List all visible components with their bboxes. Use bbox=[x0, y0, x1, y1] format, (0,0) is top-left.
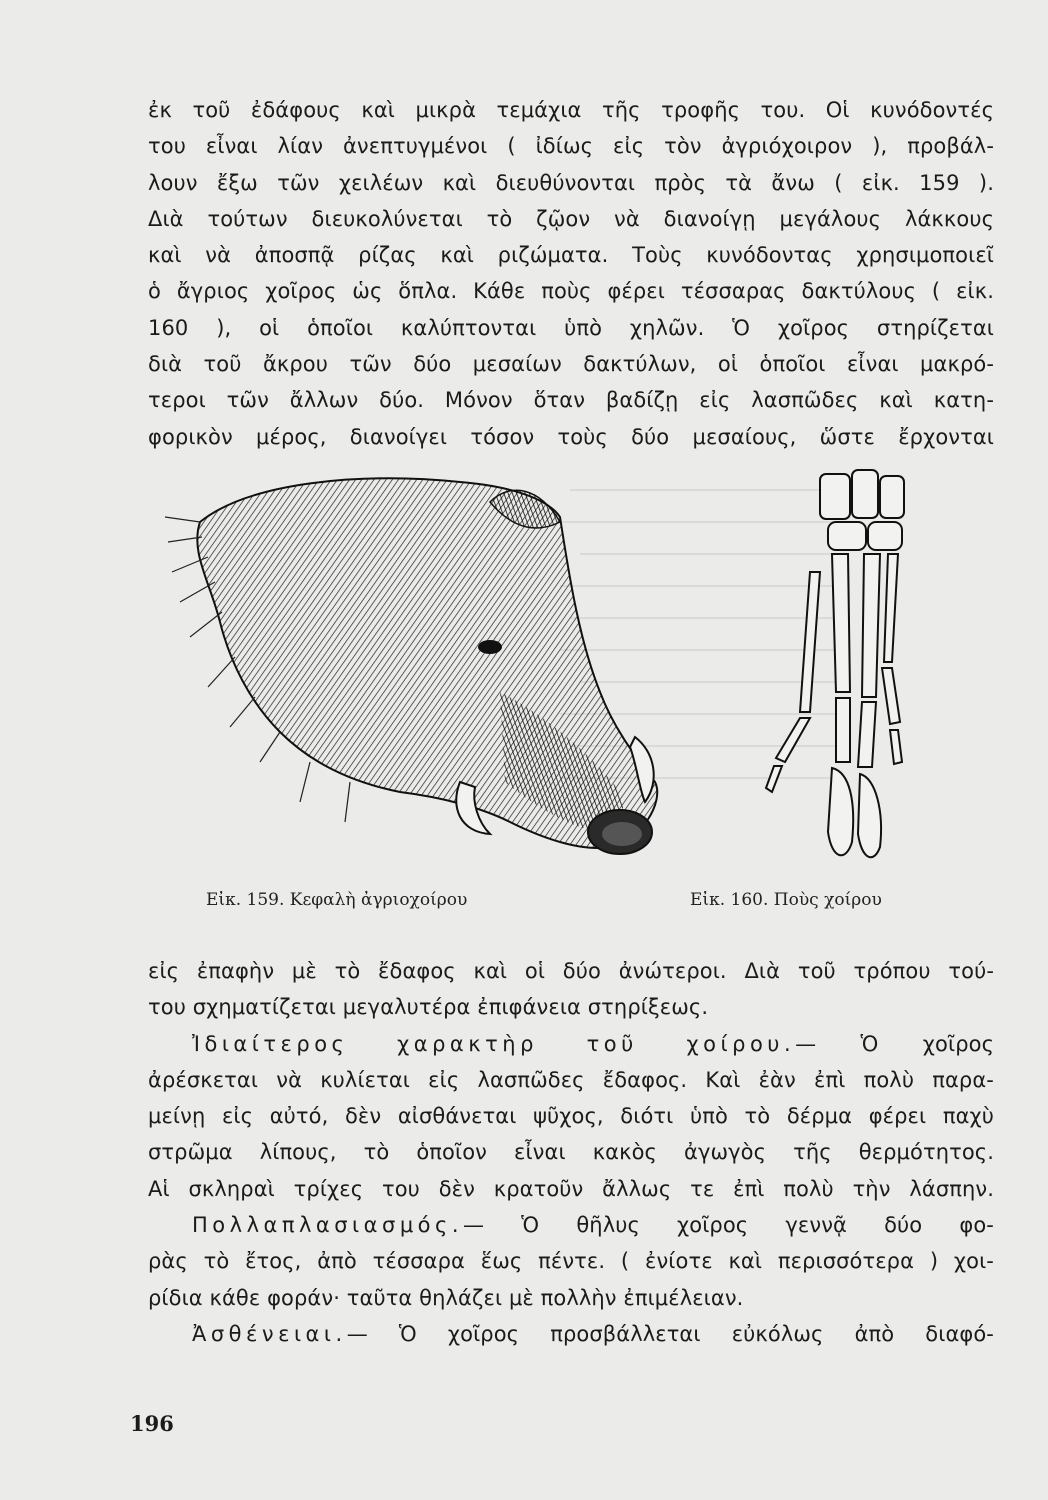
boar-head-drawing bbox=[165, 478, 657, 854]
section-line bbox=[148, 1316, 994, 1352]
section-heading: Ἰδιαίτερος χαρακτὴρ τοῦ χοίρου. bbox=[192, 1031, 796, 1056]
text-line: τεροι τῶν ἄλλων δύο. Μόνον ὅταν βαδίζῃ εἰς λασπῶδες καὶ κατη- bbox=[148, 388, 994, 413]
text-line: 160 ), οἱ ὁποῖοι καλύπτονται ὑπὸ χηλῶν. Ὁ χοῖρος στηρίζεται bbox=[148, 315, 994, 340]
page-number: 196 bbox=[130, 1411, 174, 1436]
figures-illustration bbox=[160, 462, 950, 892]
text-line: φορικὸν μέρος, διανοίγει τόσον τοὺς δύο μεσαίους, ὥστε ἔρχονται bbox=[148, 424, 994, 449]
section-line bbox=[148, 1026, 994, 1062]
text-line: του εἶναι λίαν ἀνεπτυγμένοι ( ἰδίως εἰς τὸν ἀγριόχοιρον ), προβάλ- bbox=[148, 134, 994, 159]
section-text: — Ὁ θῆλυς χοῖρος γεννᾷ δύο φο- bbox=[463, 1213, 994, 1238]
figure-159-caption: Εἰκ. 159. Κεφαλὴ ἀγριοχοίρου bbox=[206, 890, 468, 910]
section-heading: Πολλαπλασιασμός. bbox=[192, 1213, 464, 1238]
text-line: διὰ τοῦ ἄκρου τῶν δύο μεσαίων δακτύλων, οἱ ὁποῖοι εἶναι μακρό- bbox=[148, 352, 994, 377]
figure-160-caption: Εἰκ. 160. Ποὺς χοίρου bbox=[690, 890, 882, 910]
text-line: λουν ἔξω τῶν χειλέων καὶ διευθύνονται πρὸς τὰ ἄνω ( εἰκ. 159 ). bbox=[148, 170, 994, 195]
text-line: ρίδια κάθε φοράν· ταῦτα θηλάζει μὲ πολλὴν ἐπιμέλειαν. bbox=[148, 1285, 744, 1310]
text-line: ρὰς τὸ ἔτος, ἀπὸ τέσσαρα ἕως πέντε. ( ἐνίοτε καὶ περισσότερα ) χοι- bbox=[148, 1249, 994, 1274]
text-line: Διὰ τούτων διευκολύνεται τὸ ζῷον νὰ διανοίγῃ μεγάλους λάκκους bbox=[148, 206, 994, 231]
bottom-paragraphs bbox=[148, 953, 994, 1352]
section-line bbox=[148, 1207, 994, 1243]
text-line: μείνῃ εἰς αὐτό, δὲν αἰσθάνεται ψῦχος, διότι ὑπὸ τὸ δέρμα φέρει παχὺ bbox=[148, 1104, 994, 1129]
text-line: ὁ ἄγριος χοῖρος ὡς ὅπλα. Κάθε ποὺς φέρει τέσσαρας δακτύλους ( εἰκ. bbox=[148, 279, 994, 304]
section-text: — Ὁ χοῖρος bbox=[795, 1031, 994, 1056]
section-heading: Ἀσθένειαι. bbox=[192, 1321, 347, 1346]
text-line: εἰς ἐπαφὴν μὲ τὸ ἔδαφος καὶ οἱ δύο ἀνώτεροι. Διὰ τοῦ τρόπου τού- bbox=[148, 959, 994, 983]
text-line: ἐκ τοῦ ἐδάφους καὶ μικρὰ τεμάχια τῆς τροφῆς του. Οἱ κυνόδοντές bbox=[148, 98, 994, 122]
pig-foot-drawing bbox=[766, 470, 904, 857]
top-paragraph bbox=[148, 92, 994, 455]
text-line: στρῶμα λίπους, τὸ ὁποῖον εἶναι κακὸς ἀγωγὸς τῆς θερμότητος. bbox=[148, 1140, 994, 1165]
text-line: Αἱ σκληραὶ τρίχες του δὲν κρατοῦν ἄλλως τε ἐπὶ πολὺ τὴν λάσπην. bbox=[148, 1176, 994, 1201]
text-line: του σχηματίζεται μεγαλυτέρα ἐπιφάνεια στηρίξεως. bbox=[148, 995, 709, 1020]
section-text: — Ὁ χοῖρος προσβάλλεται εὐκόλως ἀπὸ διαφό- bbox=[346, 1321, 994, 1346]
text-line: ἀρέσκεται νὰ κυλίεται εἰς λασπῶδες ἔδαφος. Καὶ ἐὰν ἐπὶ πολὺ παρα- bbox=[148, 1067, 994, 1092]
text-line: καὶ νὰ ἀποσπᾷ ρίζας καὶ ριζώματα. Τοὺς κυνόδοντας χρησιμοποιεῖ bbox=[148, 243, 994, 268]
